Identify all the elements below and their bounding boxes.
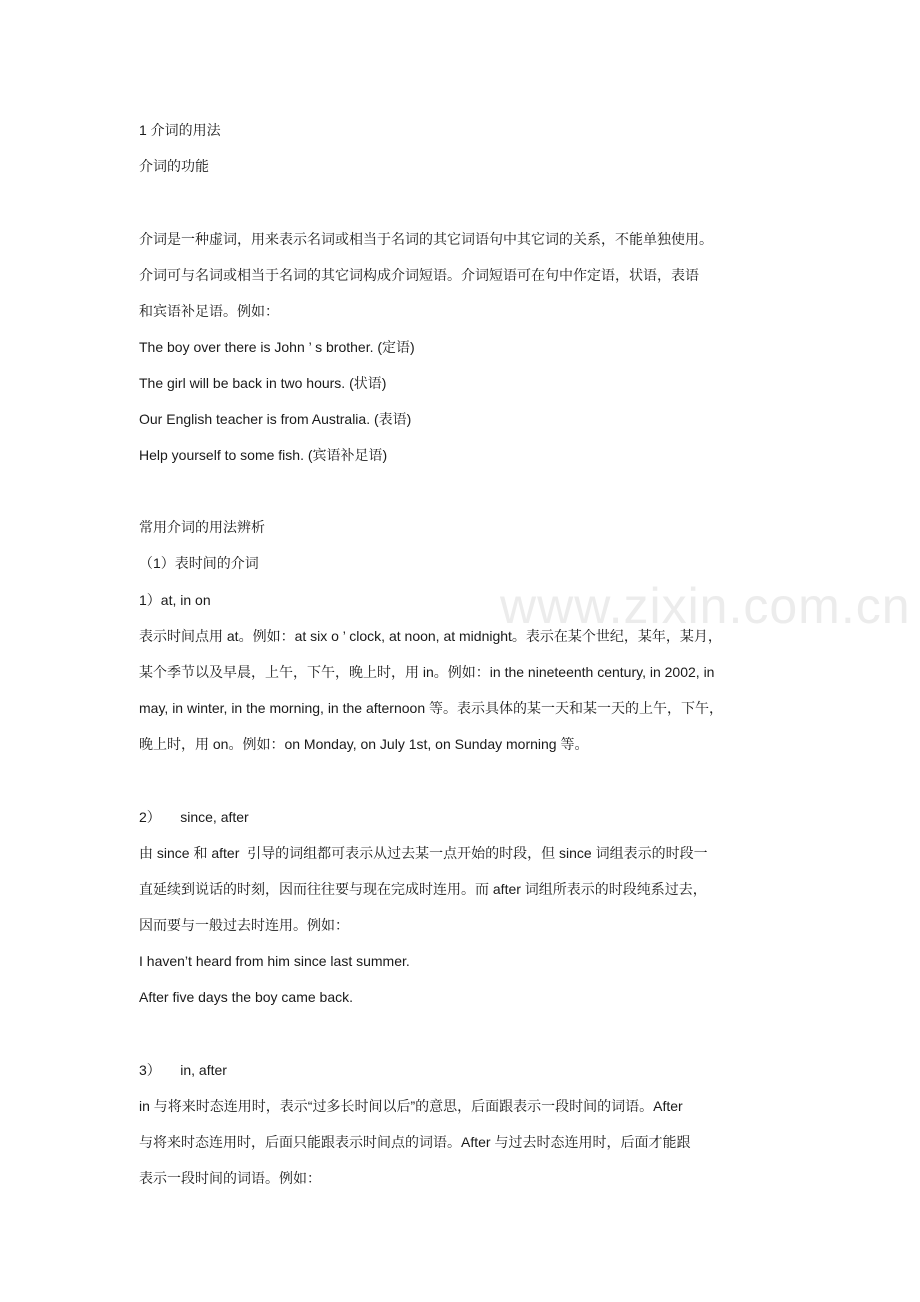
paragraph-line: 由 since 和 after 引导的词组都可表示从过去某一点开始的时段，但 since 词组表示的时段一 [139,845,708,861]
paragraph-line: 直延续到说话的时刻，因而往往要与现在完成时连用。而 after 词组所表示的时段纯系过去， [139,881,707,897]
paragraph-line: 某个季节以及早晨，上午，下午，晚上时，用 in。例如：in the nineteenth century, in 2002, in [139,664,715,680]
paragraph-line: 介词是一种虚词，用来表示名词或相当于名词的其它词语句中其它词的关系，不能单独使用。 [139,231,713,247]
paragraph-line: 表示时间点用 at。例如：at six o ’ clock, at noon, at midnight。表示在某个世纪，某年，某月， [139,628,722,644]
example-line: After five days the boy came back. [139,989,353,1005]
paragraph-line: in 与将来时态连用时，表示“过多长时间以后”的意思，后面跟表示一段时间的词语。After [139,1098,683,1114]
item-heading: 3） in, after [139,1062,227,1078]
item-heading: 1）at, in on [139,592,211,608]
paragraph-line: 因而要与一般过去时连用。例如： [139,917,349,933]
watermark: www.zixin.com.cn [500,578,911,634]
example-line: Our English teacher is from Australia. (表语) [139,411,412,427]
example-line: I haven’t heard from him since last summer. [139,953,410,969]
paragraph-line: may, in winter, in the morning, in the afternoon 等。表示具体的某一天和某一天的上午，下午， [139,700,724,716]
example-line: The boy over there is John ’ s brother. (定语) [139,339,415,355]
paragraph-line: 与将来时态连用时，后面只能跟表示时间点的词语。After 与过去时态连用时，后面才能跟 [139,1134,691,1150]
subsection-title: 介词的功能 [139,158,209,174]
section-title: 1 介词的用法 [139,122,221,138]
item-heading: 2） since, after [139,809,249,825]
paragraph-line: 和宾语补足语。例如： [139,303,279,319]
paragraph-line: 晚上时，用 on。例如：on Monday, on July 1st, on Sunday morning 等。 [139,736,589,752]
paragraph-line: 介词可与名词或相当于名词的其它词构成介词短语。介词短语可在句中作定语，状语，表语 [139,267,699,283]
subsection-title: 常用介词的用法辨析 [139,519,265,535]
example-line: The girl will be back in two hours. (状语) [139,375,387,391]
subsection-title: （1）表时间的介词 [139,555,259,571]
example-line: Help yourself to some fish. (宾语补足语) [139,447,388,463]
paragraph-line: 表示一段时间的词语。例如： [139,1170,321,1186]
